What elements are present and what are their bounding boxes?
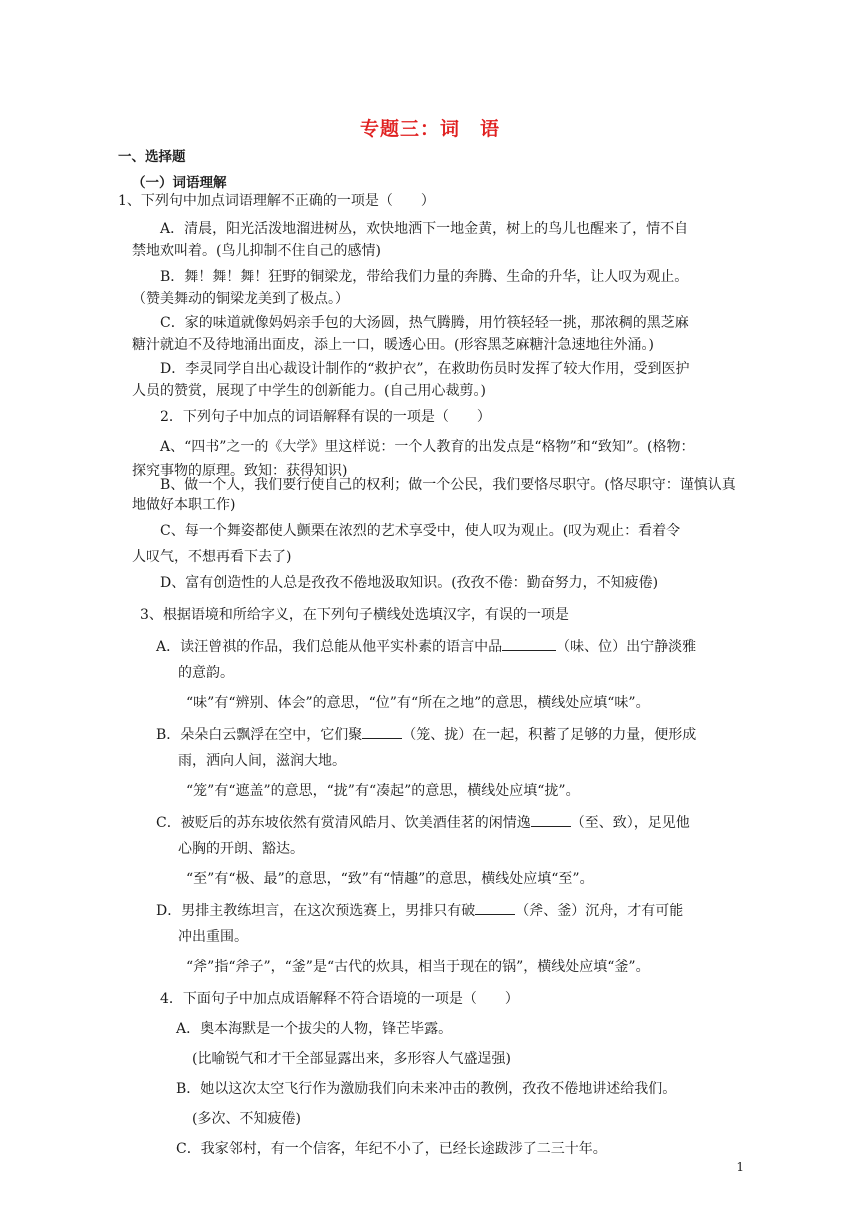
sentence-text: （斧、釜）沉舟，才有可能: [515, 903, 684, 919]
option-line: C、每一个舞姿都使人颤栗在浓烈的艺术享受中，使人叹为观止。(叹为观止：看着令: [160, 523, 681, 539]
option-line: 禁地欢叫着。(鸟儿抑制不住自己的感情): [132, 243, 381, 259]
question-3: 3、根据语境和所给字义，在下列句子横线处选填汉字，有误的一项是: [140, 607, 569, 623]
option-line: 雨，洒向人间，滋润大地。: [178, 753, 346, 769]
page-title: 专题三：词 语: [359, 118, 500, 140]
explanation-line: “笼”有“遮盖”的意思，“拢”有“凑起”的意思，横线处应填“拢”。: [186, 783, 580, 799]
question-2: 2．下列句子中加点的词语解释有误的一项是（ ）: [160, 409, 491, 425]
option-line: D、富有创造性的人总是孜孜不倦地汲取知识。(孜孜不倦：勤奋努力，不知疲倦): [160, 575, 659, 591]
option-line: (多次、不知疲倦): [192, 1111, 301, 1127]
explanation-line: “斧”指“斧子”，“釜”是“古代的炊具，相当于现在的锅”，横线处应填“釜”。: [186, 959, 650, 975]
sentence-text: （味、位）出宁静淡雅: [556, 639, 697, 655]
option-line: (比喻锐气和才干全部显露出来，多形容人气盛逞强): [192, 1051, 511, 1067]
option-line: A．奥本海默是一个拔尖的人物，锋芒毕露。: [176, 1021, 453, 1037]
sentence-text: B．朵朵白云飘浮在空中，它们聚: [156, 727, 363, 743]
option-line: B．她以这次太空飞行作为激励我们向未来冲击的教例，孜孜不倦地讲述给我们。: [176, 1081, 677, 1097]
option-line: A、“四书”之一的《大学》里这样说：一个人教育的出发点是“格物”和“致知”。(格物：: [160, 439, 695, 455]
sentence-text: （笼、拢）在一起，积蓄了足够的力量，便形成: [402, 727, 697, 743]
question-4: 4．下面句子中加点成语解释不符合语境的一项是（ ）: [160, 991, 519, 1007]
option-line: [156, 724, 696, 744]
option-line: 探究事物的原理。致知：获得知识): [132, 463, 348, 479]
option-line: 糖汁就迫不及待地涌出面皮，添上一口，暖透心田。(形容黑芝麻糖汁急速地往外涌。): [132, 337, 654, 353]
option-line: B．舞！舞！舞！狂野的铜梁龙，带给我们力量的奔腾、生命的升华，让人叹为观止。: [160, 269, 689, 285]
option-line: B、做一个人，我们要行使自己的权利；做一个公民，我们要恪尽职守。(恪尽职守：谨慎认真: [160, 477, 736, 493]
option-line: 的意韵。: [178, 665, 234, 681]
sentence-text: C．被贬后的苏东坡依然有赏清风皓月、饮美酒佳茗的闲情逸: [156, 815, 531, 831]
section-heading: 一、选择题: [118, 149, 186, 165]
explanation-line: “味”有“辨别、体会”的意思，“位”有“所在之地”的意思，横线处应填“味”。: [186, 695, 650, 711]
subsection-heading: （一）词语理解: [132, 175, 227, 191]
option-line: 人员的赞赏，展现了中学生的创新能力。(自己用心裁剪。): [132, 383, 486, 399]
option-line: C．家的味道就像妈妈亲手包的大汤圆，热气腾腾，用竹筷轻轻一挑，那浓稠的黑芝麻: [160, 315, 689, 331]
option-line: （赞美舞动的铜梁龙美到了极点。）: [132, 291, 349, 307]
sentence-text: D．男排主教练坦言，在这次预选赛上，男排只有破: [156, 903, 476, 919]
sentence-text: A．读汪曾祺的作品，我们总能从他平实朴素的语言中品: [156, 639, 503, 655]
fill-blank: [502, 636, 556, 651]
option-line: [156, 900, 683, 920]
fill-blank: [531, 812, 571, 827]
option-line: D．李灵同学自出心裁设计制作的“救护衣”，在救助伤员时发挥了较大作用，受到医护: [160, 361, 690, 377]
option-line: 地做好本职工作): [132, 497, 236, 513]
question-1: 1、下列句中加点词语理解不正确的一项是（ ）: [118, 193, 435, 209]
page-number: 1: [736, 1160, 744, 1174]
explanation-line: “至”有“极、最”的意思，“致”有“情趣”的意思，横线处应填“至”。: [186, 871, 594, 887]
fill-blank: [362, 724, 402, 739]
option-line: [156, 812, 690, 832]
option-line: 心胸的开朗、豁达。: [178, 841, 304, 857]
option-line: [156, 636, 696, 656]
option-line: 人叹气，不想再看下去了): [132, 549, 292, 565]
option-line: 冲出重围。: [178, 929, 248, 945]
option-line: C．我家邻村，有一个信客，年纪不小了，已经长途跋涉了二三十年。: [176, 1141, 607, 1157]
fill-blank: [475, 900, 515, 915]
option-line: A．清晨，阳光活泼地溜进树丛，欢快地洒下一地金黄，树上的鸟儿也醒来了，情不自: [160, 221, 689, 237]
sentence-text: （至、致），足见他: [570, 815, 690, 831]
